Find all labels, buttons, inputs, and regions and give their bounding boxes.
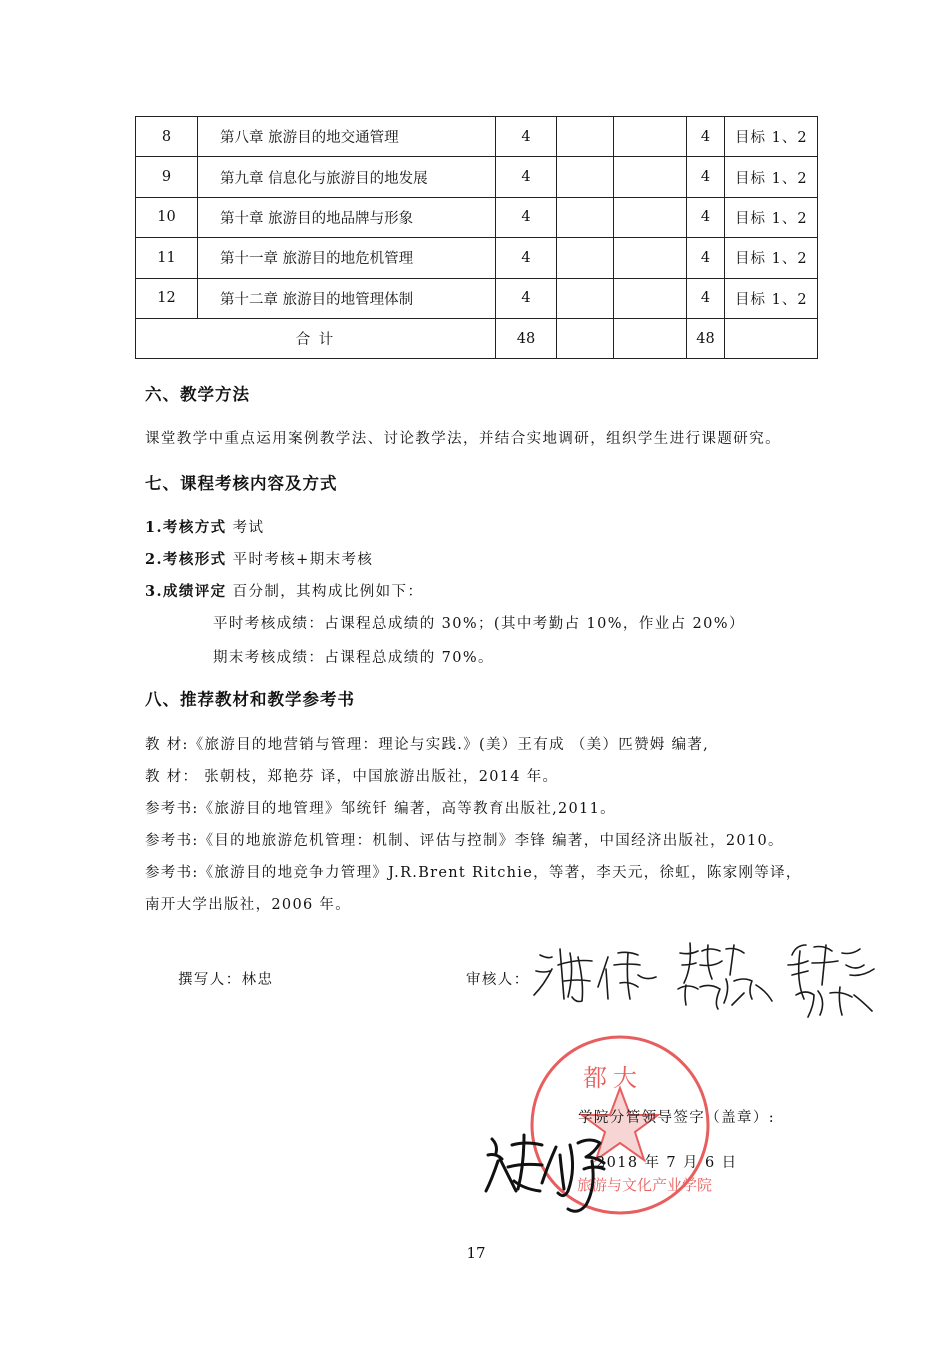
total-hours-cell: 4 — [687, 157, 725, 197]
empty-cell — [614, 238, 687, 278]
chapter-title: 第九章 信息化与旅游目的地发展 — [198, 157, 496, 197]
leader-signature — [478, 1125, 628, 1225]
total-label: 合 计 — [136, 318, 496, 358]
table-row — [136, 238, 818, 278]
total-hours-cell: 4 — [687, 238, 725, 278]
page-number: 17 — [466, 1244, 486, 1262]
row-number: 12 — [136, 278, 198, 318]
leader-signature-label: 学院分管领导签字（盖章）: — [578, 1110, 776, 1126]
table-body — [136, 117, 818, 359]
hours-cell: 4 — [496, 157, 557, 197]
target-cell — [725, 318, 818, 358]
reference-line: 参考书:《旅游目的地竞争力管理》J.R.Brent Ritchie，等著，李天元，徐虹，陈家刚等译， — [145, 865, 802, 881]
empty-cell — [614, 197, 687, 237]
hours-cell: 4 — [496, 117, 557, 157]
assessment-label: 2.考核形式 — [145, 551, 227, 568]
empty-cell — [557, 117, 614, 157]
reference-line: 教 材:《旅游目的地营销与管理：理论与实践.》(美）王有成 （美）匹赞姆 编著, — [145, 737, 710, 753]
target-cell: 目标 1、2 — [725, 238, 818, 278]
course-schedule-table — [135, 116, 818, 359]
table-row — [136, 157, 818, 197]
empty-cell — [614, 318, 687, 358]
assessment-item — [145, 548, 373, 569]
hours-cell: 48 — [496, 318, 557, 358]
empty-cell — [614, 278, 687, 318]
section-6-text: 课堂教学中重点运用案例教学法、讨论教学法，并结合实地调研，组织学生进行课题研究。 — [145, 431, 781, 447]
reviewer-label: 审核人： — [466, 972, 530, 988]
empty-cell — [557, 238, 614, 278]
assessment-value: 考试 — [232, 520, 265, 536]
reference-line: 参考书:《旅游目的地管理》邹统钎 编著，高等教育出版社,2011。 — [145, 801, 616, 817]
empty-cell — [557, 278, 614, 318]
reference-line: 南开大学出版社，2006 年。 — [145, 897, 352, 913]
empty-cell — [557, 197, 614, 237]
empty-cell — [557, 157, 614, 197]
assessment-item — [145, 516, 264, 537]
section-6-heading: 六、教学方法 — [145, 385, 250, 404]
reference-line: 教 材： 张朝枝，郑艳芬 译，中国旅游出版社，2014 年。 — [145, 769, 559, 785]
writer-label: 撰写人：林忠 — [178, 972, 274, 988]
target-cell: 目标 1、2 — [725, 157, 818, 197]
total-row — [136, 318, 818, 358]
total-hours-cell: 4 — [687, 278, 725, 318]
hours-cell: 4 — [496, 197, 557, 237]
section-7-heading: 七、课程考核内容及方式 — [145, 474, 338, 493]
chapter-title: 第八章 旅游目的地交通管理 — [198, 117, 496, 157]
seal-text-top: 都 大 — [583, 1066, 637, 1092]
chapter-title: 第十一章 旅游目的地危机管理 — [198, 238, 496, 278]
target-cell: 目标 1、2 — [725, 117, 818, 157]
assessment-value: 平时考核+期末考核 — [232, 552, 374, 568]
table-row — [136, 278, 818, 318]
total-hours-cell: 4 — [687, 117, 725, 157]
row-number: 10 — [136, 197, 198, 237]
chapter-title: 第十二章 旅游目的地管理体制 — [198, 278, 496, 318]
reviewer-signatures — [530, 935, 900, 1035]
assessment-label: 3.成绩评定 — [145, 583, 227, 600]
seal-text-bottom: 旅游与文化产业学院 — [577, 1178, 713, 1194]
assessment-value: 百分制，其构成比例如下： — [232, 584, 424, 600]
target-cell: 目标 1、2 — [725, 197, 818, 237]
assessment-label: 1.考核方式 — [145, 519, 227, 536]
total-hours-cell: 48 — [687, 318, 725, 358]
row-number: 9 — [136, 157, 198, 197]
reference-line: 参考书:《目的地旅游危机管理：机制、评估与控制》李锋 编著，中国经济出版社，2010。 — [145, 833, 784, 849]
grade-breakdown-1: 平时考核成绩：占课程总成绩的 30%；(其中考勤占 10%，作业占 20%） — [213, 616, 745, 632]
section-8-heading: 八、推荐教材和教学参考书 — [145, 690, 355, 709]
target-cell: 目标 1、2 — [725, 278, 818, 318]
chapter-title: 第十章 旅游目的地品牌与形象 — [198, 197, 496, 237]
empty-cell — [557, 318, 614, 358]
table-row — [136, 117, 818, 157]
grade-breakdown-2: 期末考核成绩：占课程总成绩的 70%。 — [213, 650, 494, 666]
hours-cell: 4 — [496, 238, 557, 278]
empty-cell — [614, 157, 687, 197]
signature-date: 2018 年 7 月 6 日 — [596, 1155, 738, 1171]
hours-cell: 4 — [496, 278, 557, 318]
assessment-item — [145, 580, 423, 601]
table-row — [136, 197, 818, 237]
row-number: 11 — [136, 238, 198, 278]
empty-cell — [614, 117, 687, 157]
row-number: 8 — [136, 117, 198, 157]
total-hours-cell: 4 — [687, 197, 725, 237]
